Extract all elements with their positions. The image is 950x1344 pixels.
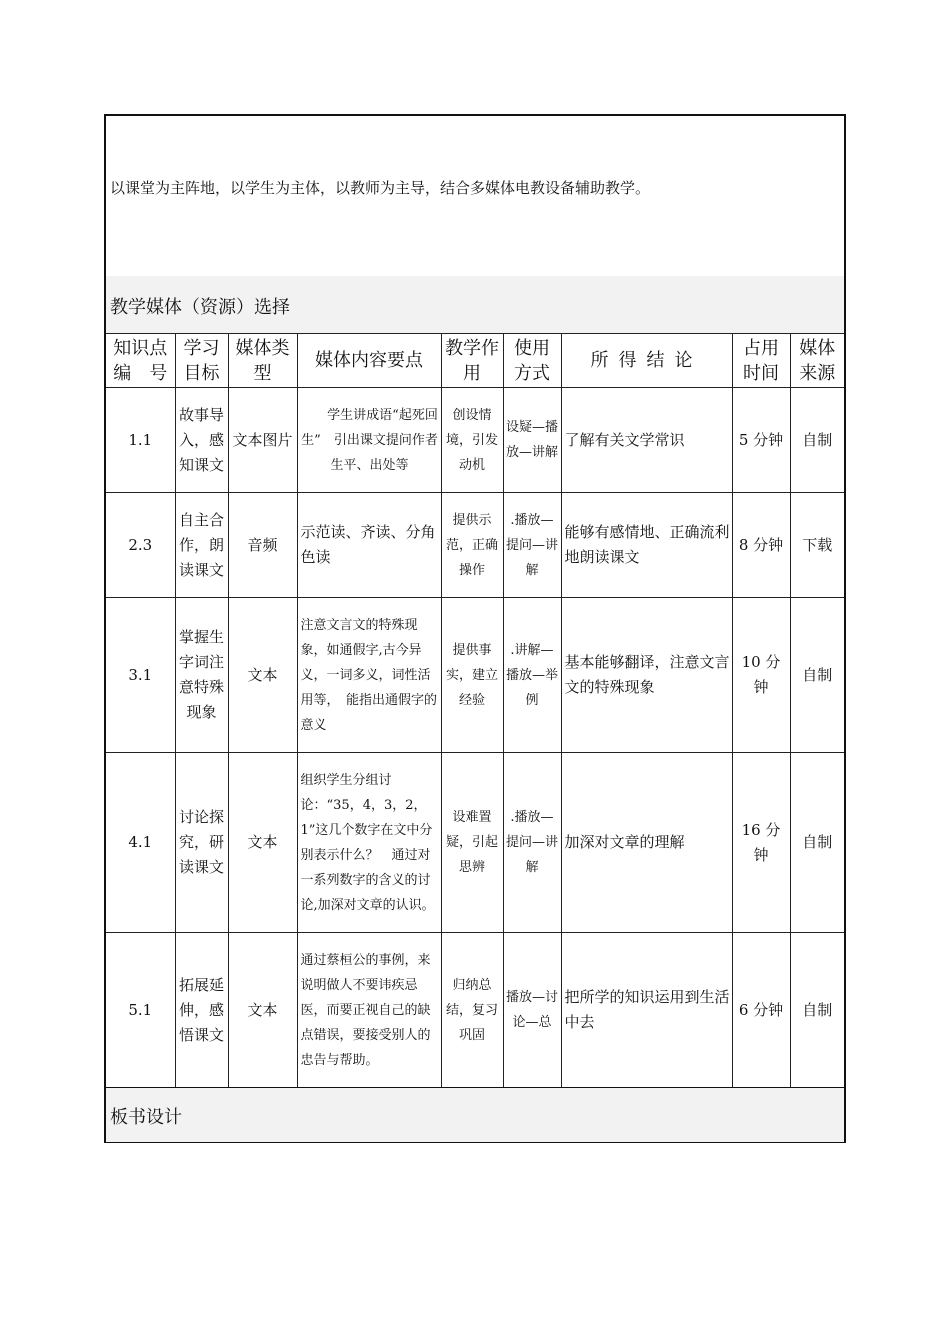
media-section-title: 教学媒体（资源）选择 — [110, 297, 290, 318]
cell-conclusion: 了解有关文学常识 — [561, 388, 732, 493]
cell-media-content: 组织学生分组讨论：“35，4，3，2，1”这几个数字在文中分别表示什么？ 通过对一系列数字的含义的讨论,加深对文章的认识。 — [297, 753, 441, 933]
cell-learning-goal: 掌握生字词注意特殊现象 — [175, 598, 228, 753]
cell-learning-goal: 讨论探究，研读课文 — [175, 753, 228, 933]
cell-learning-goal: 拓展延伸，感悟课文 — [175, 933, 228, 1088]
cell-media-type: 音频 — [228, 493, 297, 598]
lesson-plan-frame — [104, 114, 846, 1143]
cell-conclusion: 能够有感情地、正确流利地朗读课文 — [561, 493, 732, 598]
cell-conclusion: 加深对文章的理解 — [561, 753, 732, 933]
cell-teaching-role: 提供示范，正确操作 — [441, 493, 503, 598]
cell-usage-method: .播放—提问—讲解 — [503, 753, 561, 933]
cell-media-source: 自制 — [790, 933, 844, 1088]
cell-teaching-role: 归纳总结，复习巩固 — [441, 933, 503, 1088]
cell-knowledge-point: 1.1 — [106, 388, 175, 493]
cell-teaching-role: 提供事实，建立经验 — [441, 598, 503, 753]
cell-time-used: 16 分钟 — [732, 753, 790, 933]
cell-teaching-role: 创设情境，引发动机 — [441, 388, 503, 493]
media-section-header — [106, 276, 844, 333]
cell-media-type: 文本 — [228, 933, 297, 1088]
cell-learning-goal: 故事导入，感知课文 — [175, 388, 228, 493]
cell-media-source: 自制 — [790, 388, 844, 493]
cell-media-content: 学生讲成语“起死回生” 引出课文提问作者生平、出处等 — [297, 388, 441, 493]
cell-usage-method: 播放—讨论—总 — [503, 933, 561, 1088]
cell-time-used: 8 分钟 — [732, 493, 790, 598]
header-media-type: 媒体类型 — [228, 334, 297, 388]
cell-media-content: 通过蔡桓公的事例，来说明做人不要讳疾忌医，而要正视自己的缺点错误，要接受别人的忠告与帮助。 — [297, 933, 441, 1088]
media-selection-table — [106, 333, 844, 1088]
cell-time-used: 6 分钟 — [732, 933, 790, 1088]
cell-media-source: 自制 — [790, 753, 844, 933]
cell-knowledge-point: 3.1 — [106, 598, 175, 753]
cell-usage-method: .讲解—播放—举例 — [503, 598, 561, 753]
table-row — [106, 933, 844, 1088]
header-teaching-role: 教学作用 — [441, 334, 503, 388]
cell-learning-goal: 自主合作，朗读课文 — [175, 493, 228, 598]
cell-media-type: 文本 — [228, 753, 297, 933]
table-header-row — [106, 334, 844, 388]
cell-media-source: 下载 — [790, 493, 844, 598]
cell-conclusion: 基本能够翻译，注意文言文的特殊现象 — [561, 598, 732, 753]
table-row — [106, 598, 844, 753]
cell-media-source: 自制 — [790, 598, 844, 753]
header-learning-goal: 学习目标 — [175, 334, 228, 388]
cell-media-type: 文本图片 — [228, 388, 297, 493]
cell-knowledge-point: 2.3 — [106, 493, 175, 598]
cell-knowledge-point: 4.1 — [106, 753, 175, 933]
cell-media-content: 示范读、齐读、分角色读 — [297, 493, 441, 598]
teaching-strategy-block — [106, 116, 844, 276]
table-row — [106, 753, 844, 933]
cell-teaching-role: 设难置疑，引起思辨 — [441, 753, 503, 933]
cell-time-used: 10 分钟 — [732, 598, 790, 753]
table-row — [106, 493, 844, 598]
header-media-content: 媒体内容要点 — [297, 334, 441, 388]
cell-knowledge-point: 5.1 — [106, 933, 175, 1088]
teaching-strategy-text: 以课堂为主阵地，以学生为主体，以教师为主导，结合多媒体电教设备辅助教学。 — [110, 179, 651, 197]
header-media-source: 媒体来源 — [790, 334, 844, 388]
cell-media-type: 文本 — [228, 598, 297, 753]
board-design-section — [106, 1087, 844, 1142]
cell-time-used: 5 分钟 — [732, 388, 790, 493]
header-time-used: 占用时间 — [732, 334, 790, 388]
cell-conclusion: 把所学的知识运用到生活中去 — [561, 933, 732, 1088]
cell-usage-method: .播放—提问—讲解 — [503, 493, 561, 598]
header-usage-method: 使用方式 — [503, 334, 561, 388]
table-row — [106, 388, 844, 493]
cell-usage-method: 设疑—播放—讲解 — [503, 388, 561, 493]
header-conclusion: 所得结论 — [561, 334, 732, 388]
header-knowledge-point: 知识点编 号 — [106, 334, 175, 388]
cell-media-content: 注意文言文的特殊现象，如通假字,古今异义，一词多义，词性活用等， 能指出通假字的意义 — [297, 598, 441, 753]
board-design-title: 板书设计 — [110, 1107, 182, 1128]
